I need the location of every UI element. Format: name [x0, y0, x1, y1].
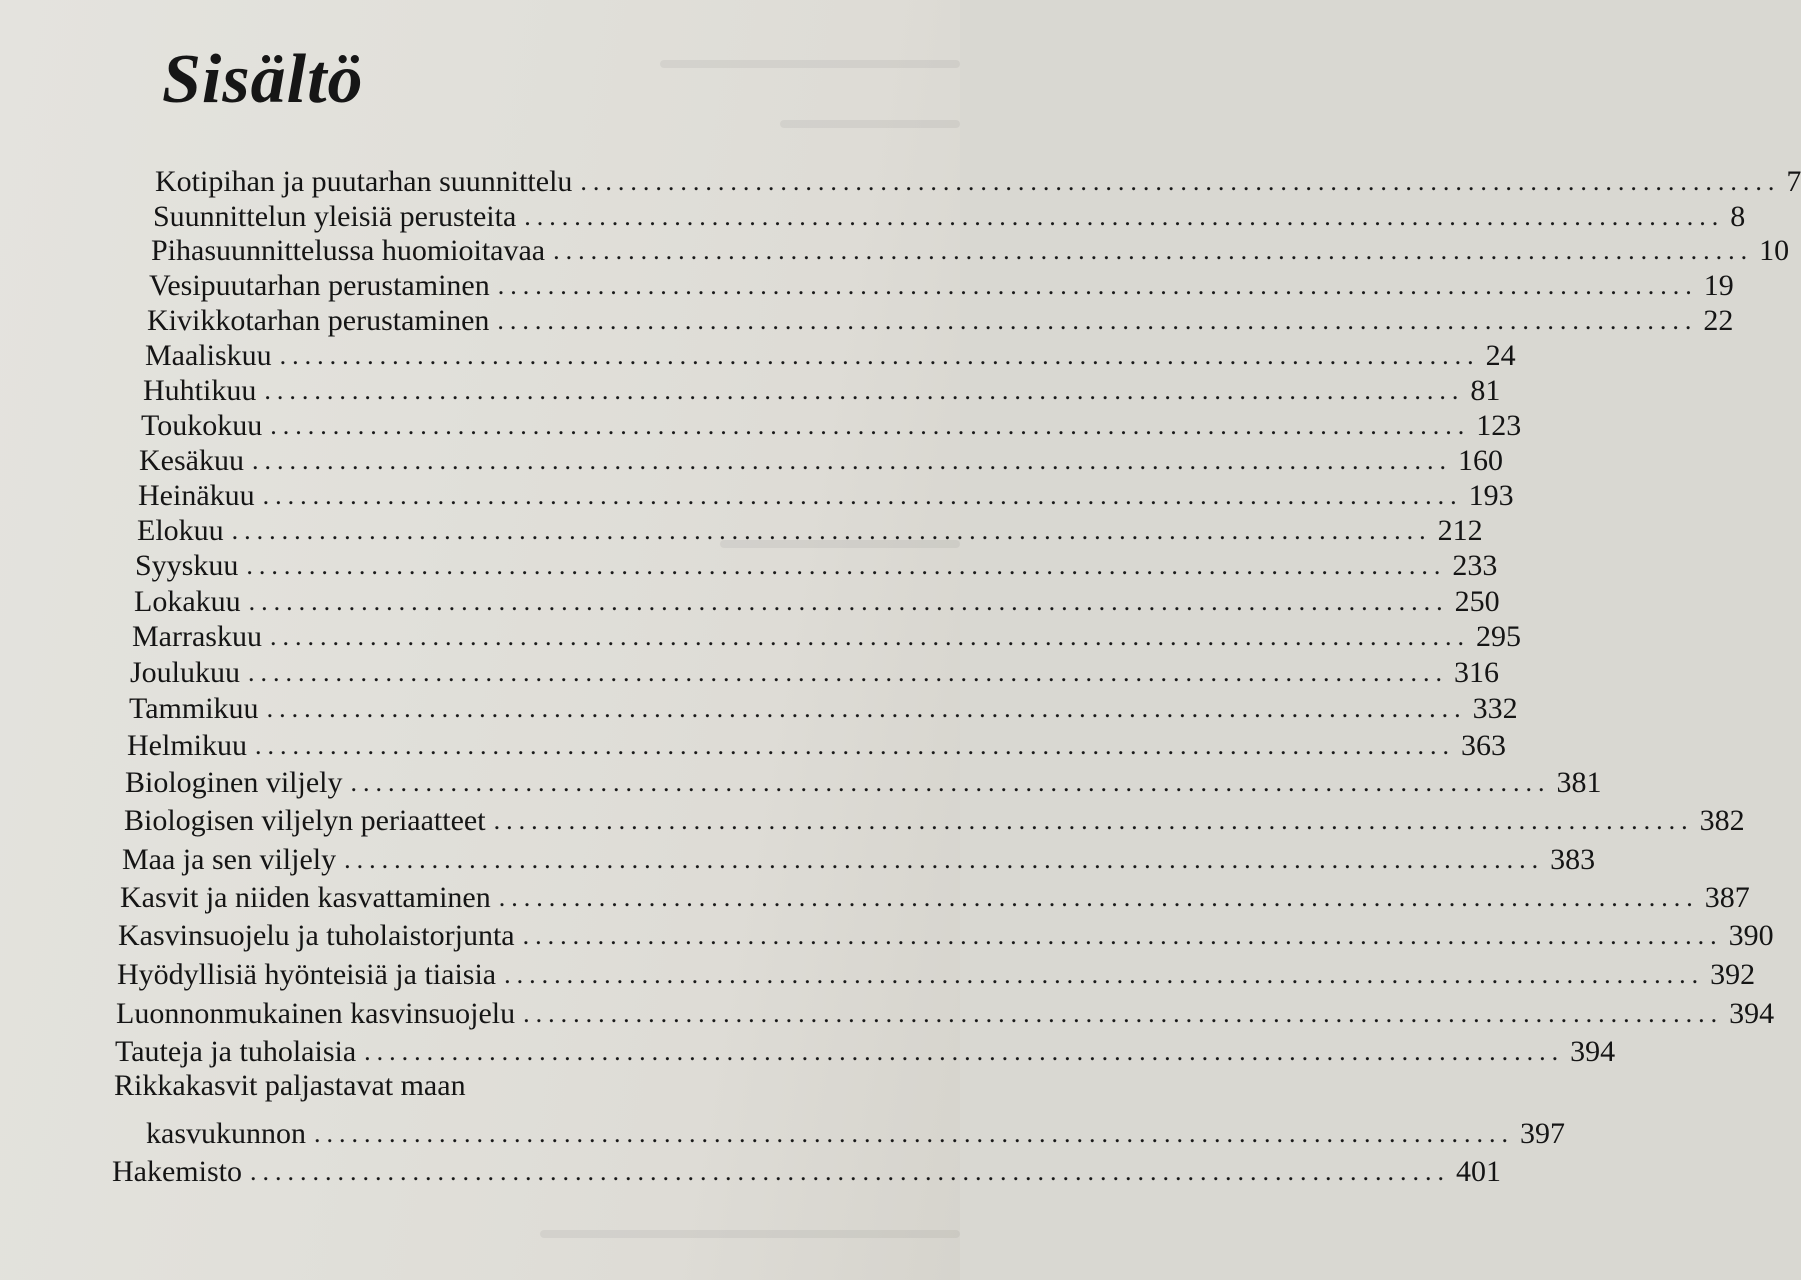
toc-entry [134, 584, 1500, 620]
toc-page-number: 363 [1461, 729, 1506, 762]
toc-entry [118, 918, 1774, 954]
toc-entry [120, 880, 1750, 916]
toc-entry-title: Pihasuunnittelussa huomioitavaa [151, 234, 546, 267]
toc-entry [151, 233, 1790, 269]
dot-leader: ................................................................................................ [553, 236, 1754, 265]
toc-page-number: 250 [1454, 585, 1500, 618]
toc-entry-title: Tammikuu [129, 692, 259, 725]
toc-entry [138, 478, 1514, 514]
toc-entry [115, 1034, 1616, 1070]
toc-entry [135, 548, 1498, 584]
dot-leader: ................................................................................................ [255, 731, 1455, 760]
toc-entry [116, 996, 1775, 1032]
toc-entry-title: Maa ja sen viljely [122, 843, 337, 876]
toc-entry [146, 1116, 1565, 1152]
dot-leader: ................................................................................................ [504, 960, 1705, 989]
toc-entry-title: Rikkakasvit paljastavat maan [114, 1069, 466, 1102]
toc-entry-title-continued: kasvukunnon [146, 1117, 306, 1150]
toc-page-number: 390 [1728, 919, 1774, 952]
toc-page-number: 212 [1437, 514, 1483, 547]
toc-entry [155, 164, 1801, 200]
dot-leader: ................................................................................................ [522, 921, 1723, 950]
page-title: Sisältö [162, 41, 364, 118]
toc-entry-title: Toukokuu [141, 409, 263, 442]
toc-entry [129, 691, 1518, 727]
dot-leader: ................................................................................................ [249, 1157, 1450, 1186]
dot-leader: ................................................................................................ [279, 341, 1480, 370]
toc-entry [112, 1154, 1501, 1190]
dot-leader: ................................................................................................ [493, 806, 1694, 835]
toc-page-number: 397 [1520, 1117, 1565, 1150]
toc-entry-title: Heinäkuu [138, 479, 255, 512]
toc-entry [149, 268, 1734, 304]
toc-entry-title: Huhtikuu [143, 374, 257, 407]
toc-page-number: 123 [1476, 409, 1522, 442]
toc-entry [125, 765, 1602, 801]
toc-entry [143, 373, 1501, 409]
toc-page-number: 394 [1570, 1035, 1616, 1068]
toc-entry-title: Lokakuu [134, 585, 241, 618]
dot-leader: ................................................................................................ [314, 1119, 1514, 1148]
toc-entry-title: Biologinen viljely [125, 766, 343, 799]
toc-entry-title: Joulukuu [130, 656, 241, 689]
dot-leader: ................................................................................................ [246, 551, 1447, 580]
toc-page-number: 160 [1457, 444, 1503, 477]
dot-leader: ................................................................................................ [231, 516, 1432, 545]
dot-leader: ................................................................................................ [251, 446, 1452, 475]
toc-page-number: 22 [1703, 304, 1734, 337]
toc-entry-title: Helmikuu [127, 729, 247, 762]
toc-page-number: 381 [1556, 766, 1602, 799]
toc-entry-title: Kotipihan ja puutarhan suunnittelu [155, 165, 573, 198]
dot-leader: ................................................................................................ [262, 481, 1463, 510]
toc-entry-title: Hyödyllisiä hyönteisiä ja tiaisia [117, 958, 497, 991]
toc-entry [132, 619, 1521, 655]
toc-page-number: 383 [1550, 843, 1596, 876]
dot-leader: ................................................................................................ [248, 658, 1449, 687]
toc-entry-title: Hakemisto [112, 1155, 242, 1188]
dot-leader: ................................................................................................ [269, 622, 1470, 651]
dot-leader: ................................................................................................ [497, 271, 1698, 300]
toc-entry-title: Kesäkuu [139, 444, 244, 477]
toc-page-number: 7 [1786, 165, 1801, 198]
toc-entry-title: Kasvinsuojelu ja tuholaistorjunta [118, 919, 515, 952]
toc-page-number: 233 [1452, 549, 1498, 582]
toc-entry [127, 728, 1506, 764]
dot-leader: ................................................................................................ [270, 411, 1471, 440]
toc-page-number: 387 [1704, 881, 1750, 914]
toc-page-number: 332 [1472, 692, 1518, 725]
toc-page-number: 316 [1454, 656, 1500, 689]
toc-page-number: 295 [1475, 620, 1521, 653]
toc-entry-title: Maaliskuu [145, 339, 272, 372]
dot-leader: ................................................................................................ [344, 845, 1545, 874]
toc-entry [141, 408, 1522, 444]
dot-leader: ................................................................................................ [523, 999, 1724, 1028]
toc-entry-title: Syyskuu [135, 549, 239, 582]
toc-page-number: 19 [1703, 269, 1734, 302]
toc-page-number: 193 [1468, 479, 1514, 512]
toc-entry [122, 842, 1596, 878]
toc-page-number: 382 [1699, 804, 1745, 837]
toc-entry-title: Marraskuu [132, 620, 262, 653]
toc-entry-title: Luonnonmukainen kasvinsuojelu [116, 997, 516, 1030]
dot-leader: ................................................................................................ [364, 1037, 1565, 1066]
toc-entry-title: Suunnittelun yleisiä perusteita [153, 200, 517, 233]
toc-page-number: 392 [1710, 958, 1756, 991]
toc-entry-title: Biologisen viljelyn periaatteet [124, 804, 486, 837]
toc-entry-title: Vesipuutarhan perustaminen [149, 269, 490, 302]
toc-entry-title: Elokuu [137, 514, 224, 547]
toc-entry [147, 303, 1734, 339]
dot-leader: ................................................................................................ [266, 694, 1467, 723]
toc-page-number: 8 [1730, 200, 1746, 233]
toc-page-number: 394 [1729, 997, 1775, 1030]
toc-entry [137, 513, 1483, 549]
toc-entry-title: Kasvit ja niiden kasvattaminen [120, 881, 491, 914]
toc-page-number: 81 [1470, 374, 1501, 407]
dot-leader: ................................................................................................ [498, 883, 1699, 912]
toc-entry-title: Kivikkotarhan perustaminen [147, 304, 490, 337]
toc-entry [117, 957, 1756, 993]
toc-page-number: 10 [1759, 234, 1790, 267]
toc-entry [139, 443, 1503, 479]
toc-entry [153, 199, 1746, 235]
toc-page-number: 24 [1485, 339, 1516, 372]
dot-leader: ................................................................................................ [264, 376, 1465, 405]
dot-leader: ................................................................................................ [524, 202, 1725, 231]
toc-entry-title: Tauteja ja tuholaisia [115, 1035, 357, 1068]
toc-entry [145, 338, 1516, 374]
toc-page-number: 401 [1455, 1155, 1501, 1188]
toc-entry [130, 655, 1500, 691]
toc-entry [124, 803, 1745, 839]
dot-leader: ................................................................................................ [580, 167, 1781, 196]
dot-leader: ................................................................................................ [497, 306, 1698, 335]
dot-leader: ................................................................................................ [350, 768, 1551, 797]
dot-leader: ................................................................................................ [248, 587, 1449, 616]
